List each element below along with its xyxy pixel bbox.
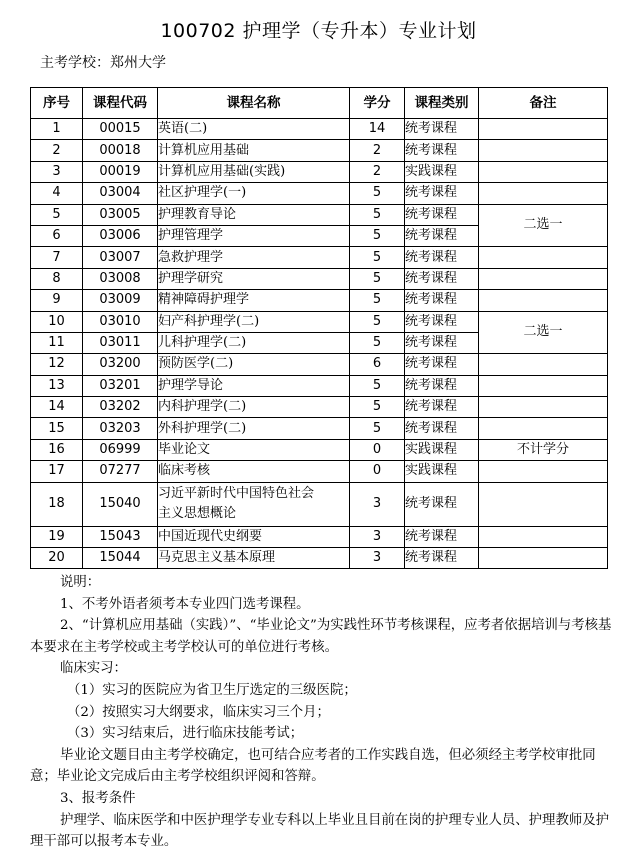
row-type: 统考课程 [405,268,479,289]
table-row [31,290,608,311]
row-code: 06999 [83,439,158,460]
header-type: 课程类别 [405,88,479,119]
row-type: 实践课程 [405,461,479,482]
row-code: 03009 [83,290,158,311]
row-remark [479,548,608,569]
table-row [31,548,608,569]
row-code: 00015 [83,119,158,140]
row-remark [479,268,608,289]
row-type: 实践课程 [405,439,479,460]
table-row [31,418,608,439]
row-code: 15040 [83,482,158,526]
row-credit: 5 [350,268,405,289]
row-name: 英语(二) [158,119,350,140]
row-credit: 3 [350,526,405,547]
header-code: 课程代码 [83,88,158,119]
row-remark [479,461,608,482]
row-code: 03201 [83,375,158,396]
row-type: 统考课程 [405,354,479,375]
row-name: 护理学导论 [158,375,350,396]
row-name: 计算机应用基础(实践) [158,161,350,182]
row-no: 10 [31,311,83,332]
row-credit: 2 [350,161,405,182]
remark-no-credit: 不计学分 [479,439,608,460]
row-code: 03200 [83,354,158,375]
row-type: 统考课程 [405,418,479,439]
table-row [31,119,608,140]
row-no: 18 [31,482,83,526]
header-credit: 学分 [350,88,405,119]
row-code: 03007 [83,247,158,268]
row-credit: 3 [350,482,405,526]
row-type: 统考课程 [405,332,479,353]
row-remark [479,140,608,161]
row-type: 统考课程 [405,204,479,225]
row-type: 统考课程 [405,548,479,569]
row-type: 统考课程 [405,311,479,332]
row-no: 14 [31,397,83,418]
row-code: 03203 [83,418,158,439]
row-name: 精神障碍护理学 [158,290,350,311]
row-remark [479,119,608,140]
row-no: 3 [31,161,83,182]
row-no: 11 [31,332,83,353]
row-credit: 5 [350,204,405,225]
row-code: 07277 [83,461,158,482]
row-remark [479,290,608,311]
table-row [31,526,608,547]
row-credit: 0 [350,439,405,460]
row-no: 20 [31,548,83,569]
row-type: 实践课程 [405,161,479,182]
row-remark [479,183,608,204]
row-name: 计算机应用基础 [158,140,350,161]
row-credit: 6 [350,354,405,375]
row-code: 00019 [83,161,158,182]
row-name-line1: 习近平新时代中国特色社会 [158,486,315,502]
table-row [31,397,608,418]
row-name: 护理学研究 [158,268,350,289]
clinical-item-3: （3）实习结束后，进行临床技能考试； [67,726,304,742]
table-row [31,161,608,182]
row-no: 13 [31,375,83,396]
row-no: 7 [31,247,83,268]
row-no: 17 [31,461,83,482]
row-code: 03202 [83,397,158,418]
row-no: 5 [31,204,83,225]
admission-conditions: 护理学、临床医学和中医护理学专业专科以上毕业且目前在岗的护理专业人员、护理教师及护理干部可以报考本专业。 [30,812,610,850]
table-header-row [31,88,608,119]
row-name: 预防医学(二) [158,354,350,375]
row-remark [479,354,608,375]
row-credit: 5 [350,225,405,246]
row-credit: 5 [350,418,405,439]
header-name: 课程名称 [158,88,350,119]
row-name: 内科护理学(二) [158,397,350,418]
table-row [31,268,608,289]
row-no: 19 [31,526,83,547]
note-item-3: 3、报考条件 [60,790,136,806]
row-name: 护理教育导论 [158,204,350,225]
table-row [31,247,608,268]
table-row [31,140,608,161]
row-name [158,482,350,526]
notes-section [30,572,615,853]
row-no: 15 [31,418,83,439]
row-code: 00018 [83,140,158,161]
row-name: 中国近现代史纲要 [158,526,350,547]
clinical-heading: 临床实习： [60,661,127,677]
clinical-item-2: （2）按照实习大纲要求，临床实习三个月； [67,704,330,720]
row-credit: 5 [350,332,405,353]
row-credit: 5 [350,290,405,311]
header-no: 序号 [31,88,83,119]
row-remark [479,247,608,268]
page-title: 100702 护理学（专升本）专业计划 [160,20,477,42]
course-plan-table [30,87,608,569]
row-name: 社区护理学(一) [158,183,350,204]
row-code: 03005 [83,204,158,225]
table-row [31,354,608,375]
clinical-item-1: （1）实习的医院应为省卫生厅选定的三级医院； [67,682,357,698]
row-no: 1 [31,119,83,140]
row-no: 6 [31,225,83,246]
row-code: 03004 [83,183,158,204]
row-type: 统考课程 [405,526,479,547]
table-row [31,204,608,225]
table-row [31,311,608,332]
row-credit: 5 [350,311,405,332]
row-credit: 3 [350,548,405,569]
row-name: 外科护理学(二) [158,418,350,439]
school-label: 主考学校：郑州大学 [40,55,166,71]
table-row [31,183,608,204]
row-no: 9 [31,290,83,311]
row-code: 03006 [83,225,158,246]
remark-choose-one-b: 二选一 [479,311,608,354]
row-code: 03010 [83,311,158,332]
row-type: 统考课程 [405,375,479,396]
row-credit: 5 [350,183,405,204]
notes-heading: 说明： [60,575,101,590]
row-no: 8 [31,268,83,289]
row-no: 4 [31,183,83,204]
row-no: 16 [31,439,83,460]
row-name: 护理管理学 [158,225,350,246]
row-type: 统考课程 [405,119,479,140]
remark-choose-one-a: 二选一 [479,204,608,247]
row-type: 统考课程 [405,397,479,418]
row-code: 03008 [83,268,158,289]
row-remark [479,418,608,439]
row-credit: 14 [350,119,405,140]
header-remark: 备注 [479,88,608,119]
row-type: 统考课程 [405,183,479,204]
table-row [31,482,608,526]
row-credit: 0 [350,461,405,482]
row-name: 临床考核 [158,461,350,482]
row-code: 15044 [83,548,158,569]
table-row [31,461,608,482]
row-no: 12 [31,354,83,375]
table-row [31,375,608,396]
row-remark [479,482,608,526]
row-code: 03011 [83,332,158,353]
row-remark [479,375,608,396]
thesis-note: 毕业论文题目由主考学校确定，也可结合应考者的工作实践自选，但必须经主考学校审批同意；毕业论文完成后由主考学校组织评阅和答辩。 [30,747,596,785]
note-item-1: 1、不考外语者须考本专业四门选考课程。 [60,596,310,612]
row-name: 妇产科护理学(二) [158,311,350,332]
row-type: 统考课程 [405,225,479,246]
row-type: 统考课程 [405,140,479,161]
row-no: 2 [31,140,83,161]
row-name: 马克思主义基本原理 [158,548,350,569]
row-name: 急救护理学 [158,247,350,268]
row-name-line2: 主义思想概论 [158,506,237,522]
row-code: 15043 [83,526,158,547]
row-name: 毕业论文 [158,439,350,460]
row-remark [479,526,608,547]
row-credit: 5 [350,375,405,396]
row-credit: 2 [350,140,405,161]
row-remark [479,161,608,182]
row-type: 统考课程 [405,247,479,268]
row-credit: 5 [350,397,405,418]
row-remark [479,397,608,418]
row-name: 儿科护理学(二) [158,332,350,353]
row-type: 统考课程 [405,290,479,311]
row-credit: 5 [350,247,405,268]
note-item-2: 2、“计算机应用基础（实践）”、“毕业论文”为实践性环节考核课程，应考者依据培训与考核基本要求在主考学校或主考学校认可的单位进行考核。 [30,618,612,655]
row-type: 统考课程 [405,482,479,526]
table-row [31,439,608,460]
